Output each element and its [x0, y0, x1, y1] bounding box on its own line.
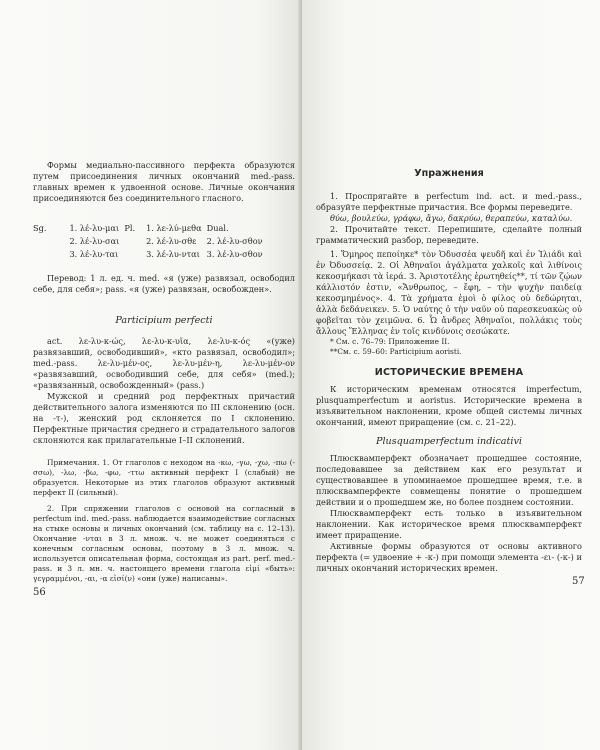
- participle-heading: Participium perfecti: [115, 315, 213, 326]
- sg-form-3: 3. λέ-λυ-ται: [69, 249, 119, 259]
- plusquamperfect-para-1: Плюсквамперфект обозначает прошедшее состояние, последовавшее за действием как его результат и существовавшее в упоминаемое прошедшее время, т.е. в плюсквамперфекте совмещены понятие о прошедшем действии и о прошедшем же, но более позднем состоянии.: [316, 453, 582, 507]
- dual-form-3: 3. λέ-λυ-σθον: [206, 249, 263, 259]
- plusquamperfect-para-2: Плюсквамперфект есть только в изъявительном наклонении. Как историческое время плюсквамперфект имеет приращение.: [316, 508, 582, 540]
- pl-form-3: 3. λέ-λυ-νται: [146, 249, 200, 259]
- exercise-1-words: θύω, βουλεύω, γράφω, ἄγω, δακρύω, θεραπεύω, καταλύω.: [330, 213, 573, 223]
- sg-label: Sg.: [33, 223, 47, 233]
- left-text-column: [33, 160, 295, 584]
- paradigm-table: [33, 222, 268, 261]
- participle-gender-note: Мужской и средний род перфектных причастий действительного залога изменяются по III склонению (осн. на -τ-), женский род склоняется по I склонению. Перфектные причастия среднего и страдательного залогов склоняются как прилагательные I–II склонений.: [33, 391, 295, 445]
- exercises-heading: Упражнения: [414, 168, 484, 179]
- translation-note: Перевод: 1 л. ед. ч. med. «я (уже) развязал, освободил себе, для себя»; pass. «я (уже) развязан, освобожден».: [33, 273, 295, 294]
- pl-form-2: 2. λέ-λυ-σθε: [146, 236, 197, 246]
- exercise-2: 2. Прочитайте текст. Перепишите, сделайте полный грамматический разбор, переведите.: [316, 224, 582, 245]
- dual-label: Dual.: [206, 223, 229, 233]
- footnote-1: * См. с. 76–79: Приложение II.: [330, 337, 450, 346]
- note-1: Примечания. 1. От глаголов с неходом на -κω, -γω, -χω, -πω (-σσω), -λω, -βω, -φω, -ττω активный перфект I (слабый) не образуется. Некоторые из этих глаголов образуют активный перфект II (сильный).: [33, 458, 295, 497]
- exercise-2-greek-text: 1. Ὅμηρος πεποίηκε* τὸν Ὀδυσσέα ψευδῆ καὶ ἐν Ἰλιάδι καὶ ἐν Ὀδυσσείᾳ. 2. Οἱ Ἀθηναῖοι ἀγάλματα χαλκοῖς καὶ λιθίνοις κεκοσμήκασι τὰ ἱερά. 3. Ἀριστοτέλης ἐρωτηθείς**, τί τῶν ζῴων κάλλιστόν ἐστιν, «Ἄνθρωπος, – ἔφη, – τὴν ψυχὴν παιδείᾳ κεκοσμημένος». 4. Τὰ χρήματα ἐμοὶ ὁ φίλος οὐ δεδώρηται, ἀλλὰ δεδάνεικεν. 5. Ὁ ναύτης ὁ τὴν ναῦν οὐ παρεσκευακὼς οὐ φοβεῖται τὸν χειμῶνα. 6. Ὦ ἄνδρες Ἀθηναῖοι, πολλάκις τοὺς ἄλλους Ἕλληνας ἐν τοῖς κινδύνοις σεσώκατε.: [316, 249, 582, 336]
- plusquamperfect-para-3: Активные формы образуются от основы активного перфекта (= удвоение + -κ-) при помощи элемента -ει- (-κ-) и личных окончаний исторических времен.: [316, 541, 582, 573]
- footnote-2: **См. с. 59–60: Participium aoristi.: [330, 347, 462, 356]
- page-number-left: 56: [33, 587, 46, 598]
- participle-forms: act. λε-λυ-κ-ώς, λε-λυ-κ-υῖα, λε-λυ-κ-ός «(уже) развязавший, освободивший», «кто развязал, освободил»; med.-pass. λε-λυ-μέν-ος, λε-λυ-μέν-η, λε-λυ-μέν-ον «развязавший, освободивший себе, для себя» (med.); «развязанный, освобожденный» (pass.): [33, 336, 295, 390]
- exercise-1: 1. Проспрягайте в perfectum ind. act. и med.-pass., образуйте перфектные причастия. Все формы переведите.: [316, 191, 582, 212]
- right-text-column: [316, 168, 582, 574]
- plusquamperfect-heading: Plusquamperfectum indicativi: [376, 436, 522, 447]
- perfect-mp-intro: Формы медиально-пассивного перфекта образуются путем присоединения личных окончаний med.-pass. главных времен к удвоенной основе. Личные окончания присоединяются без соединительного гласного.: [33, 160, 295, 203]
- historical-tenses-heading: ИСТОРИЧЕСКИЕ ВРЕМЕНА: [374, 367, 524, 378]
- historical-tenses-text: К историческим временам относятся imperfectum, plusquamperfectum и aoristus. Исторические времена в изъявительном наклонении, кроме общей системы личных окончаний, имеют приращение (см. с. 21–22).: [316, 384, 582, 427]
- sg-form-2: 2. λέ-λυ-σαι: [69, 236, 120, 246]
- sg-form-1: 1. λέ-λυ-μαι: [69, 223, 120, 233]
- pl-label: Pl.: [124, 223, 136, 233]
- page-number-right: 57: [572, 576, 585, 587]
- dual-form-2: 2. λέ-λυ-σθον: [206, 236, 263, 246]
- pl-form-1: 1. λε-λύ-μεθα: [146, 223, 202, 233]
- right-page: [302, 0, 600, 750]
- note-2: 2. При спряжении глаголов с основой на согласный в perfectum ind. med.-pass. наблюдается взаимодействие согласных на стыке основы и личных окончаний (см. таблицу на с. 12–13). Окончание -νται в 3 л. множ. ч. не может соединяться с конечным согласным основы, поэтому в 3 л. множ. ч. используется описательная форма, состоящая из part. perf. med.-pass. и 3 л. мн. ч. настоящего времени глагола εἰμί «быть»: γεγραμμένοι, -αι, -α εἰσί(ν) «они (уже) написаны».: [33, 504, 295, 583]
